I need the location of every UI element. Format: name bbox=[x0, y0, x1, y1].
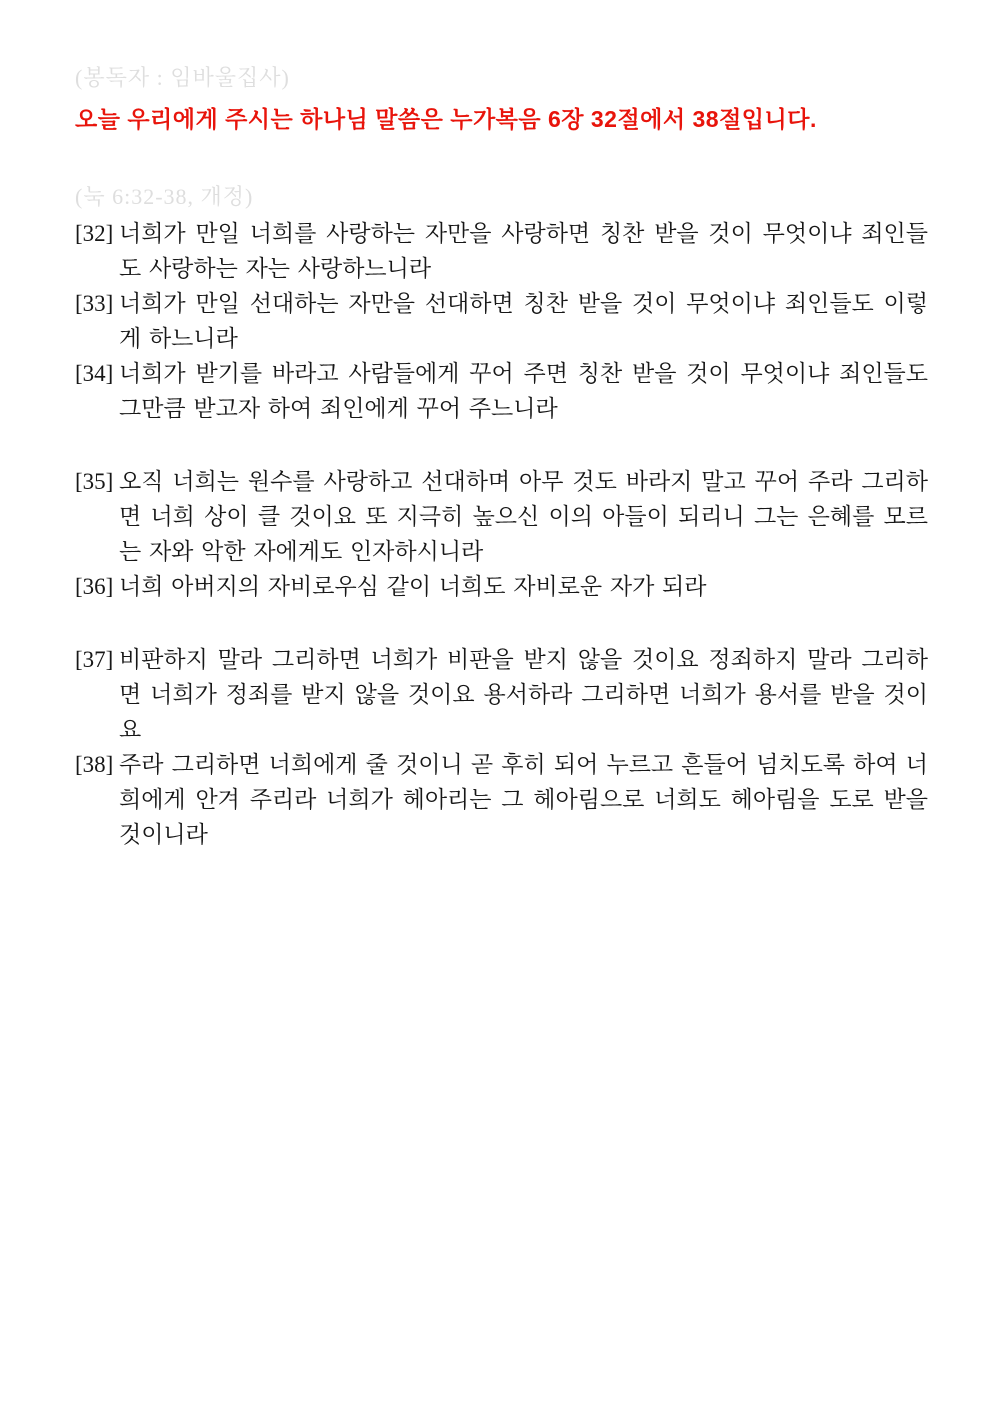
verse-32 bbox=[75, 216, 928, 286]
verse-number: [36] bbox=[75, 574, 114, 599]
verse-33 bbox=[75, 286, 928, 356]
verse-number: [38] bbox=[75, 752, 114, 777]
verse-text: 오직 너희는 원수를 사랑하고 선대하며 아무 것도 바라지 말고 꾸어 주라 그리하면 너희 상이 클 것이요 또 지극히 높으신 이의 아들이 되리니 그는 은혜를 모르는 자와 악한 자에게도 인자하시니라 bbox=[119, 469, 928, 564]
verse-text: 비판하지 말라 그리하면 너희가 비판을 받지 않을 것이요 정죄하지 말라 그리하면 너희가 정죄를 받지 않을 것이요 용서하라 그리하면 너희가 용서를 받을 것이요 bbox=[119, 647, 928, 742]
verse-36 bbox=[75, 569, 928, 604]
scripture-reference: (눅 6:32-38, 개정) bbox=[75, 184, 254, 209]
verse-text: 너희 아버지의 자비로우심 같이 너희도 자비로운 자가 되라 bbox=[119, 574, 707, 599]
verse-37 bbox=[75, 642, 928, 747]
verse-number: [35] bbox=[75, 469, 114, 494]
verse-34 bbox=[75, 356, 928, 426]
reader-credit-line: (봉독자 : 임바울집사) bbox=[75, 65, 290, 90]
verse-list bbox=[75, 216, 928, 852]
verse-number: [37] bbox=[75, 647, 114, 672]
verse-38 bbox=[75, 747, 928, 852]
verse-number: [32] bbox=[75, 221, 114, 246]
verse-text: 너희가 만일 너희를 사랑하는 자만을 사랑하면 칭찬 받을 것이 무엇이냐 죄인들도 사랑하는 자는 사랑하느니라 bbox=[119, 221, 928, 281]
verse-number: [34] bbox=[75, 361, 114, 386]
verse-number: [33] bbox=[75, 291, 114, 316]
scripture-announcement: 오늘 우리에게 주시는 하나님 말씀은 누가복음 6장 32절에서 38절입니다. bbox=[75, 106, 817, 132]
verse-text: 너희가 받기를 바라고 사람들에게 꾸어 주면 칭찬 받을 것이 무엇이냐 죄인들도 그만큼 받고자 하여 죄인에게 꾸어 주느니라 bbox=[119, 361, 928, 421]
verse-35 bbox=[75, 464, 928, 569]
verse-text: 너희가 만일 선대하는 자만을 선대하면 칭찬 받을 것이 무엇이냐 죄인들도 이렇게 하느니라 bbox=[119, 291, 928, 351]
verse-text: 주라 그리하면 너희에게 줄 것이니 곧 후히 되어 누르고 흔들어 넘치도록 하여 너희에게 안겨 주리라 너희가 헤아리는 그 헤아림으로 너희도 헤아림을 도로 받을 것이니라 bbox=[119, 752, 928, 847]
